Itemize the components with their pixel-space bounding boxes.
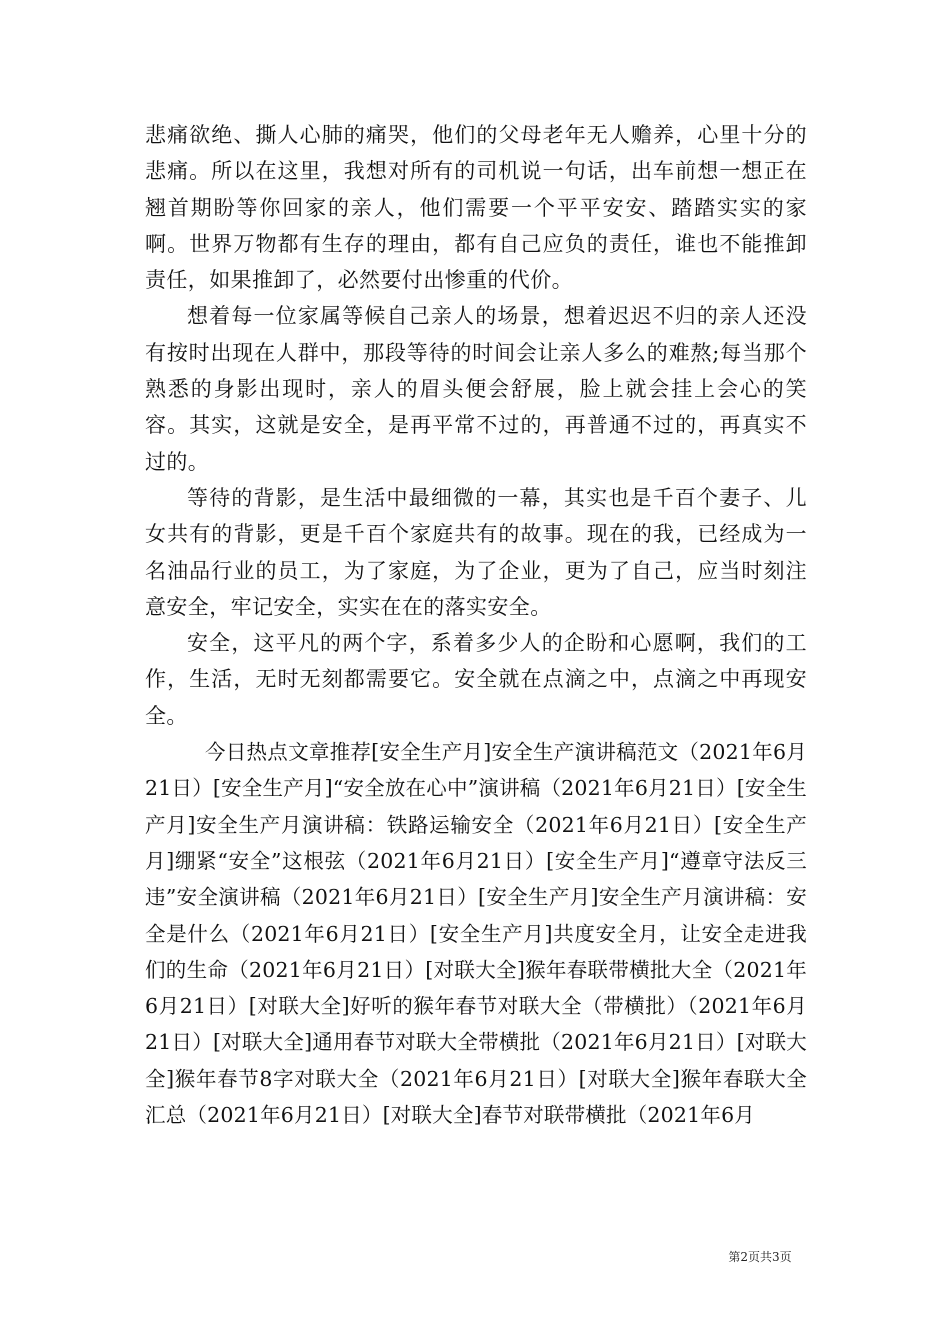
paragraph-4: 安全，这平凡的两个字，系着多少人的企盼和心愿啊，我们的工作，生活，无时无刻都需要它。安全就在点滴之中，点滴之中再现安全。	[145, 631, 807, 728]
paragraph-3: 等待的背影，是生活中最细微的一幕，其实也是千百个妻子、儿女共有的背影，更是千百个家庭共有的故事。现在的我，已经成为一名油品行业的员工，为了家庭，为了企业，更为了自己，应当时刻注意安全，牢记安全，实实在在的落实安全。	[145, 485, 807, 619]
paragraph-2: 想着每一位家属等候自己亲人的场景，想着迟迟不归的亲人还没有按时出现在人群中，那段等待的时间会让亲人多么的难熬;每当那个熟悉的身影出现时，亲人的眉头便会舒展，脸上就会挂上会心的笑容。其实，这就是安全，是再平常不过的，再普通不过的，再真实不过的。	[145, 304, 807, 474]
page-footer	[0, 1248, 950, 1265]
page-number: 第2页共3页	[728, 1250, 792, 1264]
paragraph-1: 悲痛欲绝、撕人心肺的痛哭，他们的父母老年无人赡养，心里十分的悲痛。所以在这里，我想对所有的司机说一句话，出车前想一想正在翘首期盼等你回家的亲人，他们需要一个平平安安、踏踏实实的家啊。世界万物都有生存的理由，都有自己应负的责任，谁也不能推卸责任，如果推卸了，必然要付出惨重的代价。	[145, 123, 807, 293]
recommended-articles: 今日热点文章推荐[安全生产月]安全生产演讲稿范文（2021年6月21日）[安全生产月]“安全放在心中”演讲稿（2021年6月21日）[安全生产月]安全生产月演讲稿：铁路运输安全（2021年6月21日）[安全生产月]绷紧“安全”这根弦（2021年6月21日）[安全生产月]“遵章守法反三违”安全演讲稿（2021年6月21日）[安全生产月]安全生产月演讲稿：安全是什么（2021年6月21日）[安全生产月]共度安全月，让安全走进我们的生命（2021年6月21日）[对联大全]猴年春联带横批大全（2021年6月21日）[对联大全]好听的猴年春节对联大全（带横批）（2021年6月21日）[对联大全]通用春节对联大全带横批（2021年6月21日）[对联大全]猴年春节8字对联大全（2021年6月21日）[对联大全]猴年春联大全汇总（2021年6月21日）[对联大全]春节对联带横批（2021年6月	[145, 740, 807, 1128]
document-body	[145, 117, 807, 1133]
